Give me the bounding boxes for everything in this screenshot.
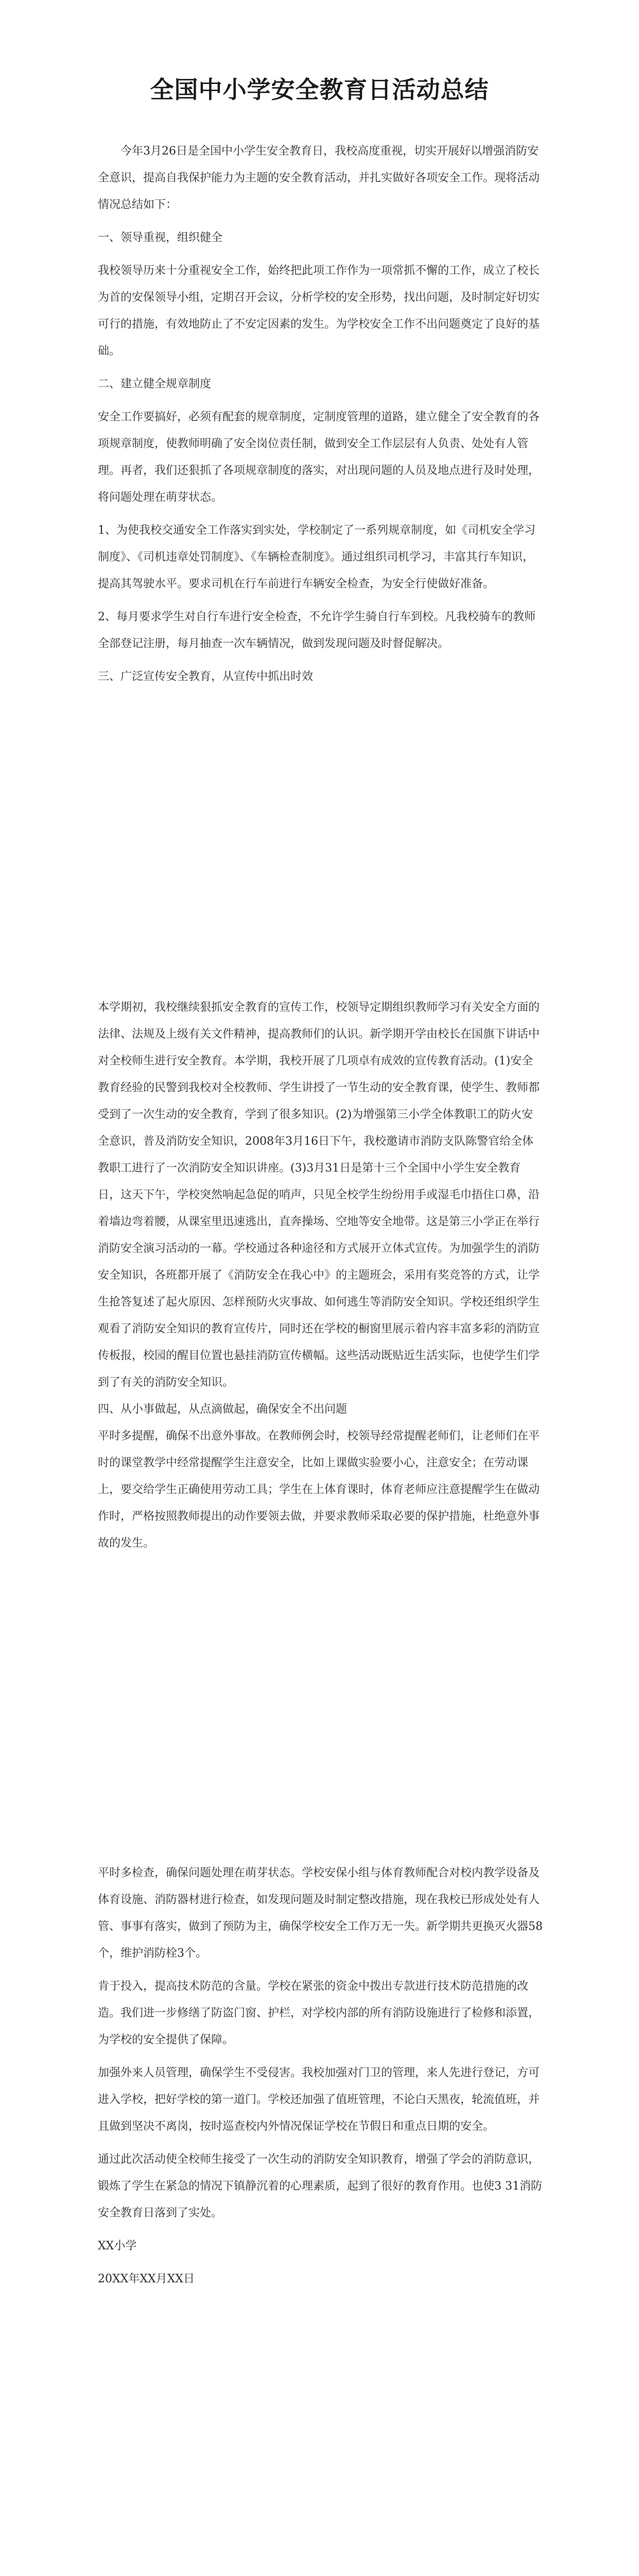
heading-4: 四、从小事做起，从点滴做起，确保安全不出问题 (98, 1403, 348, 1416)
paragraph: 安全工作要搞好，必须有配套的规章制度，定制度管理的道路，建立健全了安全教育的各项规章制度，使教师明确了安全岗位责任制，做到安全工作层层有人负责、处处有人管理。再者，我们还狠抓了各项规章制度的落实，对出现问题的人员及地点进行及时处理，将问题处理在萌芽状态。 (98, 411, 540, 504)
section-2 (98, 994, 543, 1557)
section-1 (98, 138, 543, 690)
document-title: 全国中小学安全教育日活动总结 (150, 76, 489, 104)
paragraph: 平时多检查，确保问题处理在萌芽状态。学校安保小组与体育教师配合对校内教学设备及体育设施、消防器材进行检查，如发现问题及时制定整改措施，现在我校已形成处处有人管、事事有落实，做到了预防为主，确保学校安全工作万无一失。新学期共更换灭火器58个，维护消防栓3个。 (98, 1867, 543, 1960)
paragraph: 肯于投入，提高技术防范的含量。学校在紧张的资金中拨出专款进行技术防范措施的改造。我们进一步修缮了防盗门窗、护栏，对学校内部的所有消防设施进行了检修和添置，为学校的安全提供了保障。 (98, 1980, 540, 2046)
paragraph: 平时多提醒，确保不出意外事故。在教师例会时，校领导经常提醒老师们，让老师们在平时的课堂教学中经常提醒学生注意安全，比如上课做实验要小心，注意安全；在劳动课上，要交给学生正确使用劳动工具；学生在上体育课时，体育老师应注意提醒学生在做动作时，严格按照教师提出的动作要领去做，并要求教师采取必要的保护措施，杜绝意外事故的发生。 (98, 1430, 540, 1550)
paragraph: 通过此次活动使全校师生接受了一次生动的消防安全知识教育，增强了学会的消防意识，锻炼了学生在紧急的情况下镇静沉着的心理素质，起到了很好的教育作用。也使3 31消防安全教育日落到了实处。 (98, 2153, 542, 2219)
paragraph: 加强外来人员管理，确保学生不受侵害。我校加强对门卫的管理，来人先进行登记，方可进入学校，把好学校的第一道门。学校还加强了值班管理，不论白天黑夜，轮流值班，并且做到坚决不离岗，按时巡查校内外情况保证学校在节假日和重点日期的安全。 (98, 2066, 540, 2133)
heading-2: 二、建立健全规章制度 (98, 378, 212, 391)
intro-paragraph: 今年3月26日是全国中小学生安全教育日，我校高度重视，切实开展好以增强消防安全意识，提高自我保护能力为主题的安全教育活动，并扎实做好各项安全工作。现将活动情况总结如下： (98, 145, 540, 211)
heading-1: 一、领导重视，组织健全 (98, 231, 223, 244)
signature-date: 20XX年XX月XX日 (98, 2273, 195, 2285)
paragraph: 本学期初，我校继续狠抓安全教育的宣传工作，校领导定期组织教师学习有关安全方面的法律、法规及上级有关文件精神，提高教师们的认识。新学期开学由校长在国旗下讲话中对全校师生进行安全教育。本学期，我校开展了几项卓有成效的宣传教育活动。(1)安全教育经验的民警到我校对全校教师、学生讲授了一节生动的安全教育课，使学生、教师都受到了一次生动的安全教育，学到了很多知识。(2)为增强第三小学全体教职工的防火安全意识，普及消防安全知识，2008年3月16日下午，我校邀请市消防支队陈警官给全体教职工进行了一次消防安全知识讲座。(3)3月31日是第十三个全国中小学生安全教育日，这天下午，学校突然响起急促的哨声，只见全校学生纷纷用手或湿毛巾捂住口鼻，沿着墙边弯着腰，从课室里迅速逃出，直奔操场、空地等安全地带。这是第三小学正在举行消防安全演习活动的一幕。学校通过各种途径和方式展开立体式宣传。为加强学生的消防安全知识，各班都开展了《消防安全在我心中》的主题班会，采用有奖竞答的方式，让学生抢答复述了起火原因、怎样预防火灾事故、如何逃生等消防安全知识。学校还组织学生观看了消防安全知识的教育宣传片，同时还在学校的橱窗里展示着内容丰富多彩的消防宣传板报，校园的醒目位置也悬挂消防宣传横幅。这些活动既贴近生活实际，也使学生们学到了有关的消防安全知识。 (98, 1001, 540, 1389)
paragraph: 1、为使我校交通安全工作落实到实处，学校制定了一系列规章制度，如《司机安全学习制度》、《司机违章处罚制度》、《车辆检查制度》。通过组织司机学习，丰富其行车知识，提高其驾驶水平。要求司机在行车前进行车辆安全检查，为安全行使做好准备。 (98, 524, 536, 590)
paragraph: 2、每月要求学生对自行车进行安全检查，不允许学生骑自行车到校。凡我校骑车的教师全部登记注册，每月抽查一次车辆情况，做到发现问题及时督促解决。 (98, 611, 536, 650)
heading-3: 三、广泛宣传安全教育，从宣传中抓出时效 (98, 670, 314, 683)
section-3 (98, 1860, 543, 2293)
signature-school: XX小学 (98, 2240, 137, 2252)
paragraph: 我校领导历来十分重视安全工作，始终把此项工作作为一项常抓不懈的工作，成立了校长为首的安保领导小组，定期召开会议，分析学校的安全形势，找出问题，及时制定好切实可行的措施，有效地防止了不安定因素的发生。为学校安全工作不出问题奠定了良好的基础。 (98, 264, 540, 358)
